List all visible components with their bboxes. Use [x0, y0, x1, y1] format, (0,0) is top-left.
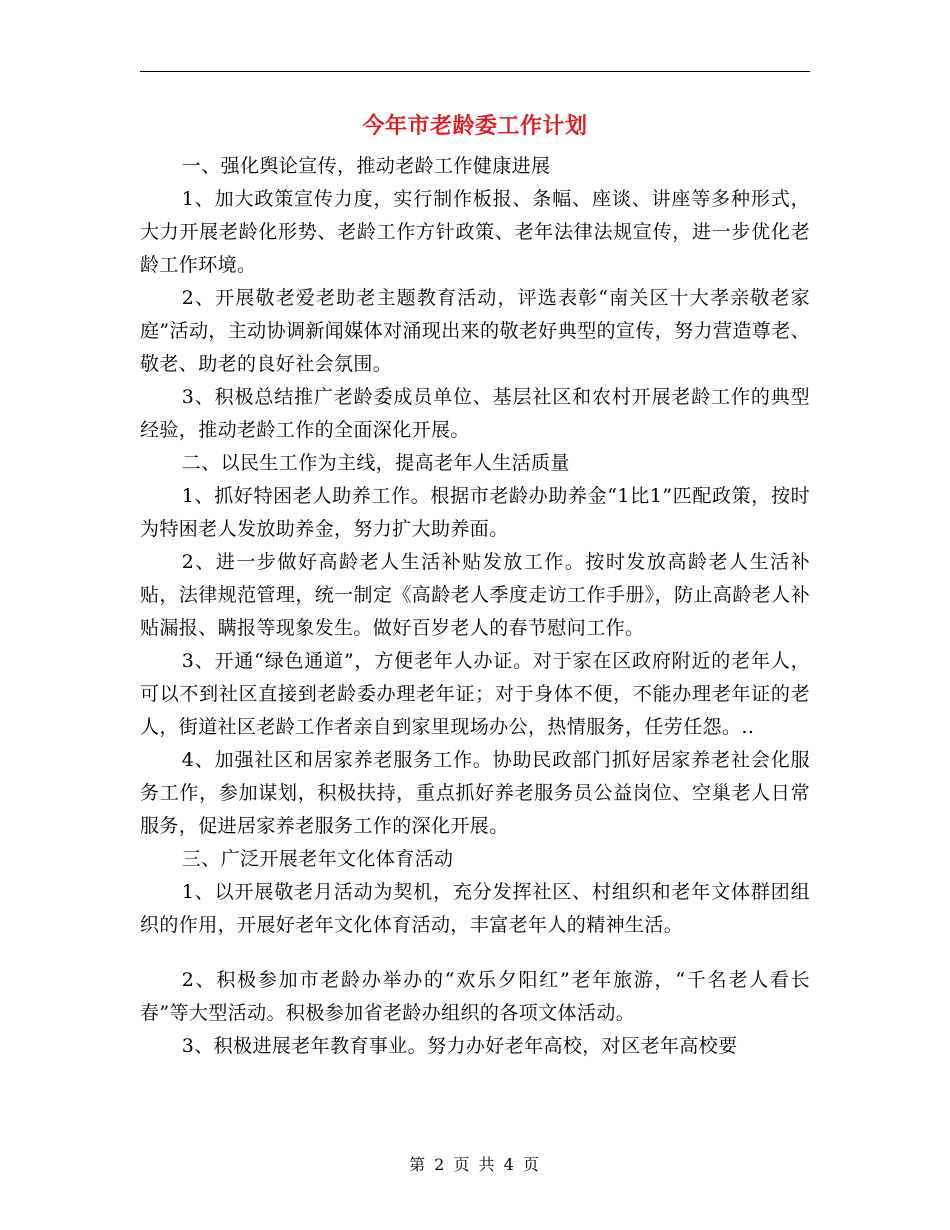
- paragraph-2-2: 2、进一步做好高龄老人生活补贴发放工作。按时发放高龄老人生活补贴，法律规范管理，统一制定《高龄老人季度走访工作手册》，防止高龄老人补贴漏报、瞒报等现象发生。做好百岁老人的春节慰问工作。: [140, 551, 810, 639]
- document-body: [140, 150, 810, 1063]
- section-heading-3: 三、广泛开展老年文化体育活动: [181, 848, 454, 870]
- section-heading-2: 二、以民生工作为主线，提高老年人生活质量: [181, 452, 570, 474]
- paragraph-2-4: 4、加强社区和居家养老服务工作。协助民政部门抓好居家养老社会化服务工作，参加谋划，积极扶持，重点抓好养老服务员公益岗位、空巢老人日常服务，促进居家养老服务工作的深化开展。: [140, 749, 810, 837]
- section-heading-1: 一、强化舆论宣传，推动老龄工作健康进展: [181, 155, 551, 177]
- paragraph-1-1: 1、加大政策宣传力度，实行制作板报、条幅、座谈、讲座等多种形式，大力开展老龄化形势、老龄工作方针政策、老年法律法规宣传，进一步优化老龄工作环境。: [140, 188, 810, 276]
- page-number-footer: 第 2 页 共 4 页: [409, 1155, 541, 1174]
- paragraph-2-1: 1、抓好特困老人助养工作。根据市老龄办助养金“1比1”匹配政策，按时为特困老人发放助养金，努力扩大助养面。: [140, 485, 810, 540]
- paragraph-3-3: 3、积极进展老年教育事业。努力办好老年高校，对区老年高校要: [181, 1035, 738, 1057]
- paragraph-1-3: 3、积极总结推广老龄委成员单位、基层社区和农村开展老龄工作的典型经验，推动老龄工作的全面深化开展。: [140, 386, 810, 441]
- document-title: 今年市老龄委工作计划: [362, 113, 588, 139]
- paragraph-3-1: 1、以开展敬老月活动为契机，充分发挥社区、村组织和老年文体群团组织的作用，开展好老年文化体育活动，丰富老年人的精神生活。: [140, 881, 810, 936]
- paragraph-3-2: 2、积极参加市老龄办举办的“欢乐夕阳红”老年旅游，“千名老人看长春”等大型活动。积极参加省老龄办组织的各项文体活动。: [140, 969, 810, 1024]
- paragraph-2-3: 3、开通“绿色通道”，方便老年人办证。对于家在区政府附近的老年人，可以不到社区直接到老龄委办理老年证；对于身体不便，不能办理老年证的老人，街道社区老龄工作者亲自到家里现场办公，热情服务，任劳任怨。..: [140, 650, 810, 738]
- paragraph-1-2: 2、开展敬老爱老助老主题教育活动，评选表彰“南关区十大孝亲敬老家庭”活动，主动协调新闻媒体对涌现出来的敬老好典型的宣传，努力营造尊老、敬老、助老的良好社会氛围。: [140, 287, 810, 375]
- header-rule: [140, 71, 810, 72]
